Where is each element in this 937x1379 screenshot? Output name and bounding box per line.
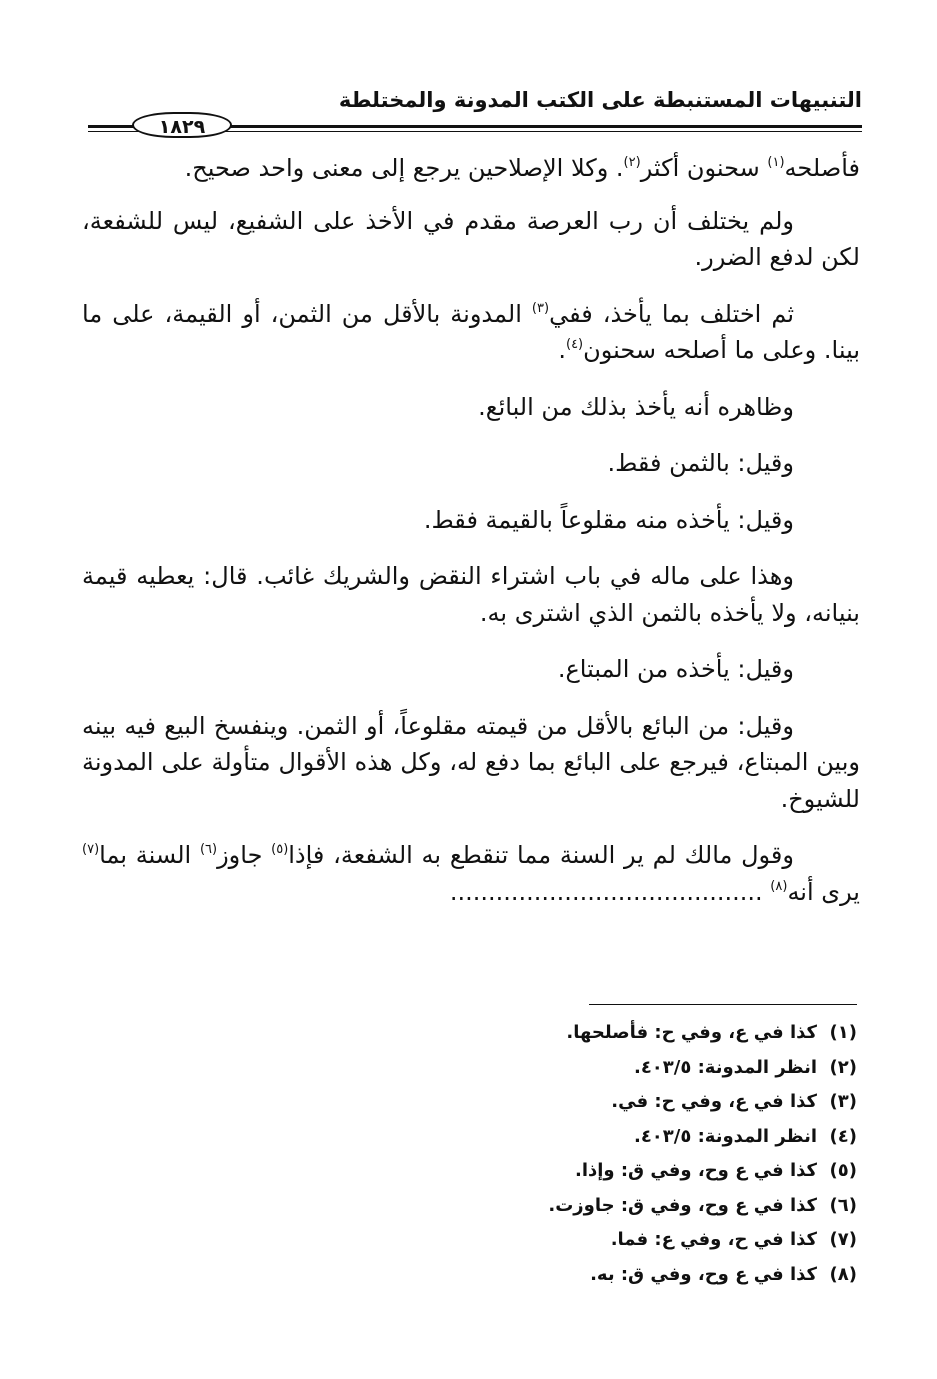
- footnote: [297, 1120, 857, 1155]
- text-run: فأصلحه: [784, 154, 860, 182]
- footnote-ref-2: (٢): [623, 155, 641, 170]
- running-header: [88, 78, 862, 138]
- paragraph-5: وقيل: بالثمن فقط.: [607, 449, 794, 477]
- footnote-text: كذا في ع وح، وفي ق: جاوزت.: [548, 1194, 817, 1216]
- footnote-number: (٦): [829, 1194, 857, 1216]
- text-run: .: [558, 336, 566, 364]
- text-run: السنة بما: [99, 841, 200, 869]
- footnote-number: (١): [829, 1022, 857, 1043]
- footnote: [297, 1016, 857, 1051]
- footnote-number: (٨): [829, 1263, 857, 1285]
- paragraph-7: وهذا على ماله في باب اشتراء النقض والشريك غائب. قال: يعطيه قيمة بنيانه، ولا يأخذه بالثمن الذي اشترى به.: [82, 562, 860, 627]
- footnote-ref-4: (٤): [565, 337, 584, 352]
- footnote-separator: [589, 1004, 857, 1005]
- text-run: سحنون أكثر: [640, 154, 768, 182]
- footnote-number: (٤): [829, 1125, 857, 1147]
- footnote-text: كذا في ح، وفي ع: فما.: [610, 1229, 817, 1250]
- text-run: جاوز: [217, 841, 272, 869]
- paragraph-6: وقيل: يأخذه منه مقلوعاً بالقيمة فقط.: [423, 505, 794, 534]
- footnote-text: كذا في ع وح، وفي ق: به.: [590, 1263, 817, 1285]
- paragraph-4: وظاهره أنه يأخذ بذلك من البائع.: [478, 392, 794, 421]
- footnote-text: كذا في ع، وفي ح: فأصلحها.: [566, 1022, 817, 1043]
- paragraph-9: وقيل: من البائع بالأقل من قيمته مقلوعاً، أو الثمن. وينفسخ البيع فيه بينه وبين المبتاع، فيرجع على البائع بما دفع له، وكل هذه الأقوال متأولة على المدونة للشيوخ.: [82, 711, 860, 813]
- footnote: [297, 1051, 857, 1086]
- footnote-number: (٧): [829, 1229, 857, 1250]
- text-run: وقول مالك لم ير السنة مما تنقطع به الشفعة، فإذا: [288, 841, 794, 869]
- footnote-text: كذا في ع، وفي ح: في.: [611, 1091, 817, 1112]
- paragraph-1: [82, 150, 860, 187]
- footnote-text: انظر المدونة: ٤٠٣/٥.: [633, 1056, 817, 1078]
- text-run: . وكلا الإصلاحين يرجع إلى معنى واحد صحيح.: [184, 154, 624, 182]
- ellipsis-dots: .........................................: [449, 877, 771, 906]
- footnote-ref-8: (٨): [770, 878, 788, 894]
- footnote: [297, 1223, 857, 1258]
- footnote: [297, 1189, 857, 1224]
- footnote: [297, 1085, 857, 1120]
- footnote-number: (٣): [829, 1091, 857, 1112]
- footnote: [297, 1154, 857, 1189]
- footnote-ref-1: (١): [767, 155, 785, 170]
- paragraph-2: ولم يختلف أن رب العرصة مقدم في الأخذ على الشفيع، ليس للشفعة، لكن لدفع الضرر.: [82, 206, 860, 271]
- footnote-ref-7: (٧): [82, 842, 100, 857]
- footnotes: [297, 1016, 857, 1292]
- text-run: يرى أنه: [787, 877, 860, 906]
- paragraph-3: [82, 296, 860, 369]
- footnote-text: انظر المدونة: ٤٠٣/٥.: [633, 1125, 817, 1147]
- footnote-ref-3: (٣): [531, 300, 550, 316]
- footnote-number: (٢): [829, 1056, 857, 1078]
- text-run: ثم اختلف بما يأخذ، ففي: [549, 299, 795, 328]
- page-number: ١٨٢٩: [132, 112, 232, 138]
- paragraph-8: وقيل: يأخذه من المبتاع.: [557, 655, 794, 683]
- footnote-number: (٥): [829, 1160, 857, 1181]
- paragraph-10: [82, 837, 860, 910]
- main-text: [82, 150, 860, 930]
- header-title: التنبيهات المستنبطة على الكتب المدونة والمختلطة: [338, 88, 862, 112]
- text-run: المدونة بالأقل من الثمن، أو القيمة، على ما بينا. وعلى ما أصلحه سحنون: [82, 299, 860, 364]
- footnote-text: كذا في ع وح، وفي ق: وإذا.: [574, 1160, 817, 1181]
- footnote-ref-6: (٦): [199, 842, 218, 857]
- footnote-ref-5: (٥): [271, 842, 289, 857]
- footnote: [297, 1258, 857, 1293]
